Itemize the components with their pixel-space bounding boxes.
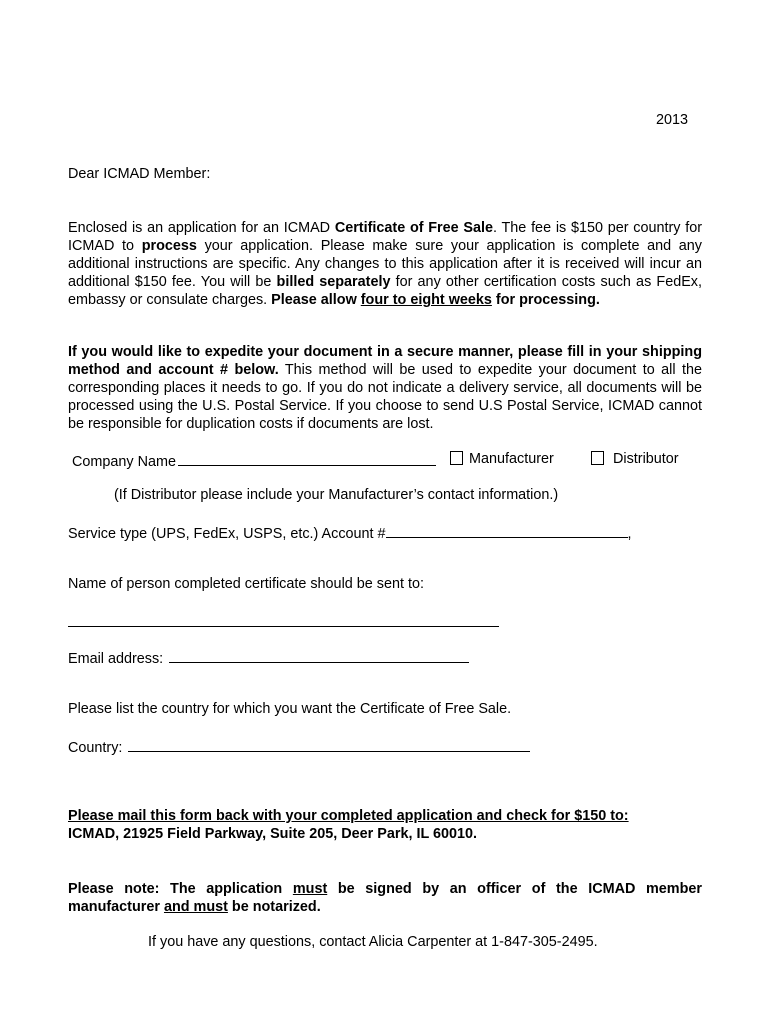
expedite-paragraph: If you would like to expedite your document in a secure manner, please fill in your shipping method and account # below. This method will be used to expedite your document to all the corresponding places it needs to go. If you do not indicate a delivery service, all documents will be processed using the U.S. Postal Service. If you choose to send U.S Postal Service, ICMAD cannot be responsible for duplication costs if documents are lost. [68, 344, 702, 432]
country-label: Country: [68, 740, 123, 756]
company-name-label: Company Name [72, 454, 176, 470]
manufacturer-option [450, 451, 554, 467]
recipient-name-input[interactable] [68, 612, 499, 627]
intro-paragraph: Enclosed is an application for an ICMAD Certificate of Free Sale. The fee is $150 per country for ICMAD to process your application. Please make sure your application is complete and any additional instructions are specific. Any changes to this application after it is received will incur an additional $150 fee. You will be billed separately for any other certification costs such as FedEx, embassy or consulate charges. Please allow four to eight weeks for processing. [68, 220, 702, 308]
distributor-label: Distributor [613, 451, 679, 467]
company-name-row [72, 451, 436, 470]
email-label: Email address: [68, 651, 164, 667]
country-prompt: Please list the country for which you want the Certificate of Free Sale. [68, 701, 512, 717]
salutation: Dear ICMAD Member: [68, 166, 211, 182]
email-row [68, 648, 469, 667]
manufacturer-label: Manufacturer [469, 451, 554, 467]
service-type-row [68, 523, 632, 542]
mail-line-1: Please mail this form back with your completed application and check for $150 to: [68, 808, 629, 824]
letter-year: 2013 [656, 112, 689, 128]
recipient-name-label: Name of person completed certificate should be sent to: [68, 576, 424, 592]
mail-address: ICMAD, 21925 Field Parkway, Suite 205, Deer Park, IL 60010. [68, 826, 478, 842]
manufacturer-checkbox[interactable] [450, 451, 463, 465]
distributor-option [591, 451, 679, 467]
please-note-paragraph: Please note: The application must be signed by an officer of the ICMAD member manufacturer and must be notarized. [68, 881, 702, 915]
distributor-note: (If Distributor please include your Manufacturer’s contact information.) [114, 487, 559, 503]
distributor-checkbox[interactable] [591, 451, 604, 465]
service-type-label: Service type (UPS, FedEx, USPS, etc.) Account # [68, 526, 386, 542]
country-row [68, 737, 530, 756]
contact-line: If you have any questions, contact Alicia Carpenter at 1-847-305-2495. [148, 934, 598, 950]
service-trailing-comma: , [627, 526, 632, 542]
email-input[interactable] [169, 648, 469, 663]
service-account-input[interactable] [386, 523, 628, 538]
company-name-input[interactable] [178, 451, 436, 466]
country-input[interactable] [128, 737, 530, 752]
mail-instructions [68, 808, 629, 824]
